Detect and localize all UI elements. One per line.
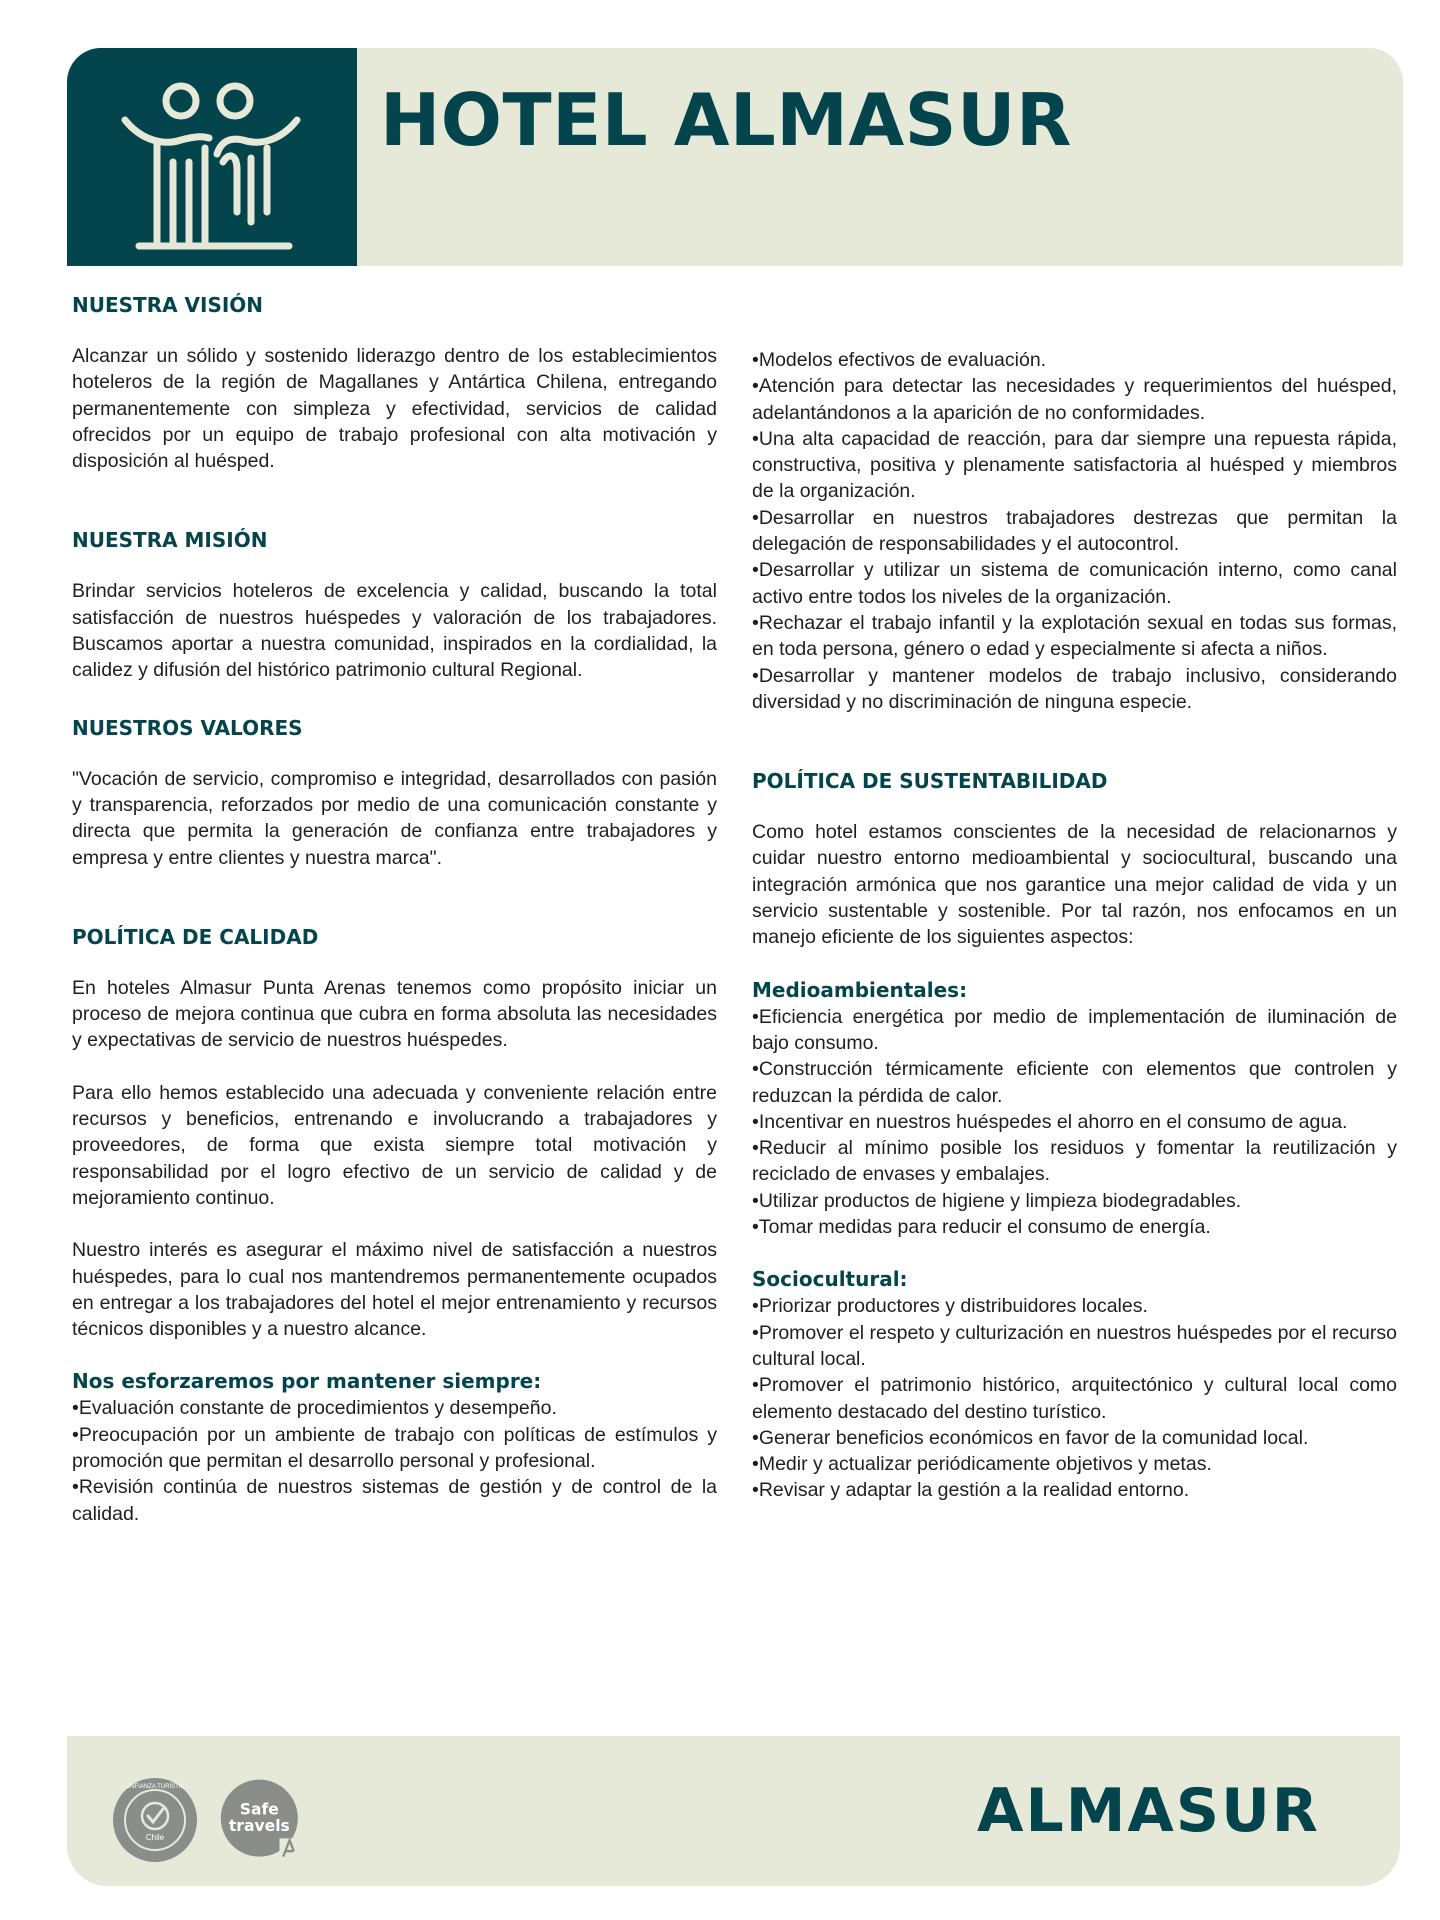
safe-travels-badge-icon [219, 1776, 307, 1864]
badge1-text: CONFIANZA TURÍSTICA [121, 1784, 189, 1790]
calidad-paragraph-2: Para ello hemos establecido una adecuada y conveniente relación entre recursos y beneficios, entrenando e involucrando a trabajadores y proveedores, de forma que exista siempre total motivación y responsabilidad por el logro efectivo de un servicio de calidad y de mejoramiento continuo. [72, 1081, 717, 1209]
mision-heading: NUESTRA MISIÓN [72, 528, 268, 553]
list-item: •Evaluación constante de procedimientos y desempeño. [72, 1397, 557, 1420]
list-item: •Promover el patrimonio histórico, arquitectónico y cultural local como elemento destacado del destino turístico. [752, 1374, 1397, 1423]
sustentabilidad-intro: Como hotel estamos conscientes de la necesidad de relacionarnos y cuidar nuestro entorno medioambiental y sociocultural, buscando una integración armónica que nos garantice una mejor calidad de vida y un servicio sustentable y sostenible. Por tal razón, nos enfocamos en un manejo eficiente de los siguientes aspectos: [752, 821, 1397, 949]
badge2-line2: travels [228, 1817, 290, 1835]
list-item: •Desarrollar y mantener modelos de trabajo inclusivo, considerando diversidad y no discriminación de ninguna especie. [752, 664, 1397, 713]
brand-logo: ALMASUR [977, 1776, 1320, 1846]
mision-text: Brindar servicios hoteleros de excelencia y calidad, buscando la total satisfacción de nuestros huéspedes y valoración de los trabajadores. Buscamos aportar a nuestra comunidad, inspirados en la cordialidad, la calidez y difusión del histórico patrimonio cultural Regional. [72, 580, 717, 682]
medioambientales-heading: Medioambientales: [752, 977, 968, 1002]
list-item: •Modelos efectivos de evaluación. [752, 349, 1047, 371]
sociocultural-heading: Sociocultural: [752, 1267, 908, 1292]
header-banner [67, 48, 1403, 266]
list-item: •Medir y actualizar periódicamente objetivos y metas. [752, 1453, 1212, 1476]
calidad-sub-heading: Nos esforzaremos por mantener siempre: [72, 1369, 542, 1394]
list-item: •Revisión continúa de nuestros sistemas de gestión y de control de la calidad. [72, 1476, 717, 1525]
calidad-heading: POLÍTICA DE CALIDAD [72, 924, 319, 949]
list-item: •Atención para detectar las necesidades y requerimientos del huésped, adelantándonos a la aparición de no conformidades. [752, 375, 1397, 424]
list-item: •Utilizar productos de higiene y limpieza biodegradables. [752, 1189, 1242, 1212]
right-column [752, 283, 1397, 1504]
list-item: •Preocupación por un ambiente de trabajo con políticas de estímulos y promoción que permitan el desarrollo personal y profesional. [72, 1423, 717, 1473]
vision-text: Alcanzar un sólido y sostenido liderazgo dentro de los establecimientos hoteleros de la región de Magallanes y Antártica Chilena, entregando permanentemente con simpleza y efectividad, servicios de calidad ofrecidos por un equipo de trabajo profesional con alta motivación y disposición al huésped. [72, 345, 717, 473]
list-item: •Desarrollar y utilizar un sistema de comunicación interno, como canal activo entre todos los niveles de la organización. [752, 559, 1397, 608]
list-item: •Tomar medidas para reducir el consumo de energía. [752, 1216, 1211, 1239]
badge1-sub: Chile [145, 1833, 165, 1842]
calidad-paragraph-3: Nuestro interés es asegurar el máximo nivel de satisfacción a nuestros huéspedes, para lo cual nos mantendremos permanentemente ocupados en entregar a los trabajadores del hotel el mejor entrenamiento y recursos técnicos disponibles y a nuestro alcance. [72, 1239, 717, 1341]
two-people-embrace-icon [111, 62, 311, 252]
vision-heading: NUESTRA VISIÓN [72, 293, 264, 317]
footer-banner [67, 1736, 1400, 1886]
list-item: •Eficiencia energética por medio de implementación de iluminación de bajo consumo. [752, 1005, 1397, 1054]
badge2-line1: Safe [239, 1800, 279, 1819]
confianza-turistica-badge-icon [111, 1776, 199, 1864]
sustentabilidad-heading: POLÍTICA DE SUSTENTABILIDAD [752, 769, 1108, 794]
list-item: •Generar beneficios económicos en favor de la comunidad local. [752, 1426, 1309, 1449]
calidad-bullets-continued [752, 347, 1397, 715]
calidad-paragraph-1: En hoteles Almasur Punta Arenas tenemos como propósito iniciar un proceso de mejora continua que cubra en forma absoluta las necesidades y expectativas de servicio de nuestros huéspedes. [72, 976, 717, 1052]
list-item: •Construcción térmicamente eficiente con elementos que controlen y reduzcan la pérdida de calor. [752, 1058, 1397, 1107]
list-item: •Promover el respeto y culturización en nuestros huéspedes por el recurso cultural local. [752, 1321, 1397, 1370]
valores-heading: NUESTROS VALORES [72, 715, 303, 740]
list-item: •Rechazar el trabajo infantil y la explotación sexual en todas sus formas, en toda persona, género o edad y especialmente si afecta a niños. [752, 611, 1397, 661]
list-item: •Revisar y adaptar la gestión a la realidad entorno. [752, 1479, 1190, 1502]
list-item: •Desarrollar en nuestros trabajadores destrezas que permitan la delegación de responsabilidades y el autocontrol. [752, 506, 1397, 556]
list-item: •Reducir al mínimo posible los residuos y fomentar la reutilización y reciclado de envases y embalajes. [752, 1137, 1397, 1186]
list-item: •Priorizar productores y distribuidores locales. [752, 1295, 1148, 1318]
logo-box [67, 48, 357, 266]
list-item: •Una alta capacidad de reacción, para dar siempre una repuesta rápida, constructiva, positiva y plenamente satisfactoria al huésped y miembros de la organización. [752, 427, 1397, 503]
page-title: HOTEL ALMASUR [380, 78, 1072, 162]
list-item: •Incentivar en nuestros huéspedes el ahorro en el consumo de agua. [752, 1110, 1348, 1133]
valores-text: "Vocación de servicio, compromiso e integridad, desarrollados con pasión y transparencia, reforzados por medio de una comunicación constante y directa que permita la generación de confianza entre trabajadores y empresa y entre clientes y nuestra marca". [72, 767, 717, 869]
left-column [72, 283, 717, 1527]
